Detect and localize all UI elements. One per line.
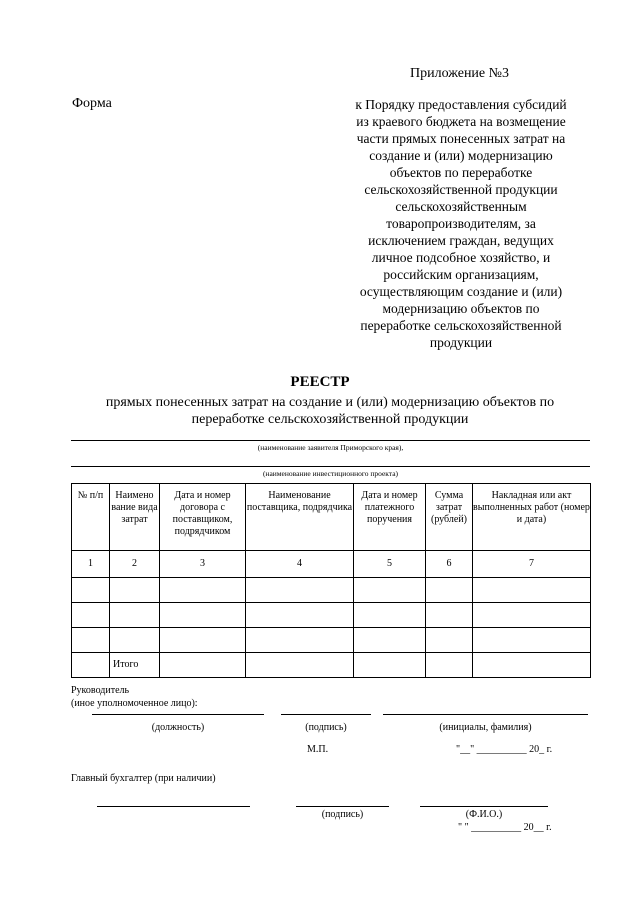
column-number: 5 xyxy=(354,551,426,578)
table-cell[interactable] xyxy=(354,578,426,603)
order-line: исключением граждан, ведущих xyxy=(368,233,554,248)
column-header: Наимено вание вида затрат xyxy=(110,484,160,551)
column-number: 2 xyxy=(110,551,160,578)
order-line: личное подсобное хозяйство, и xyxy=(371,250,551,265)
project-caption: (наименование инвестиционного проекта) xyxy=(262,469,399,478)
column-number: 3 xyxy=(160,551,246,578)
column-number-row xyxy=(72,551,591,578)
table-cell[interactable] xyxy=(354,653,426,678)
order-line: модернизацию объектов по xyxy=(382,301,540,316)
column-number: 6 xyxy=(426,551,473,578)
table-cell[interactable] xyxy=(426,628,473,653)
stamp-place: М.П. xyxy=(307,744,329,755)
order-line: из краевого бюджета на возмещение xyxy=(356,114,566,129)
signature-caption: (подпись) xyxy=(305,722,347,733)
register-title: РЕЕСТР xyxy=(290,374,350,390)
order-line: сельскохозяйственным xyxy=(395,199,527,214)
order-line: части прямых понесенных затрат на xyxy=(356,131,566,146)
signature-line[interactable] xyxy=(281,714,371,715)
table-row xyxy=(72,603,591,628)
table-cell[interactable] xyxy=(426,653,473,678)
column-header: Дата и номер договора с поставщиком, подрядчиком xyxy=(160,484,246,551)
accountant-position-line[interactable] xyxy=(97,806,250,807)
column-number: 1 xyxy=(72,551,110,578)
table-cell[interactable] xyxy=(160,578,246,603)
total-row xyxy=(72,653,591,678)
order-line: переработке сельскохозяйственной xyxy=(360,318,562,333)
order-line: объектов по переработке xyxy=(389,165,533,180)
table-cell[interactable] xyxy=(110,628,160,653)
order-line: сельскохозяйственной продукции xyxy=(364,182,558,197)
table-cell[interactable] xyxy=(160,628,246,653)
total-label: Итого xyxy=(110,653,160,678)
order-line: осуществляющим создание и (или) xyxy=(359,284,563,299)
head-label: Руководитель xyxy=(71,685,130,696)
column-header: Сумма затрат (рублей) xyxy=(426,484,473,551)
table-cell[interactable] xyxy=(354,603,426,628)
table-cell[interactable] xyxy=(426,603,473,628)
position-line[interactable] xyxy=(92,714,264,715)
applicant-name-line[interactable] xyxy=(71,440,590,441)
table-cell[interactable] xyxy=(473,653,591,678)
register-subtitle-line: переработке сельскохозяйственной продукции xyxy=(191,412,469,427)
name-caption: (инициалы, фамилия) xyxy=(439,722,532,733)
table-cell[interactable] xyxy=(246,653,354,678)
table-row xyxy=(72,578,591,603)
order-line: товаропроизводителям, за xyxy=(386,216,536,231)
table-row xyxy=(72,628,591,653)
appendix-number: Приложение №3 xyxy=(410,66,509,81)
table-header-row xyxy=(72,484,591,551)
column-number: 7 xyxy=(473,551,591,578)
column-number: 4 xyxy=(246,551,354,578)
table-cell[interactable] xyxy=(110,603,160,628)
table-cell[interactable] xyxy=(160,603,246,628)
accountant-name-line[interactable] xyxy=(420,806,548,807)
table-cell[interactable] xyxy=(72,578,110,603)
accountant-date-line[interactable]: " " __________ 20__ г. xyxy=(458,822,552,833)
table-cell[interactable] xyxy=(246,578,354,603)
accountant-signature-caption: (подпись) xyxy=(321,809,364,820)
date-line[interactable]: "__" __________ 20_ г. xyxy=(456,744,553,755)
position-caption: (должность) xyxy=(151,722,205,733)
table-cell[interactable] xyxy=(246,628,354,653)
table-cell[interactable] xyxy=(246,603,354,628)
order-line: к Порядку предоставления субсидий xyxy=(355,97,567,112)
table-cell[interactable] xyxy=(72,603,110,628)
table-cell[interactable] xyxy=(473,628,591,653)
table-cell[interactable] xyxy=(473,603,591,628)
column-header: Накладная или акт выполненных работ (номер и дата) xyxy=(473,484,591,551)
accountant-label: Главный бухгалтер (при наличии) xyxy=(71,773,216,784)
table-cell[interactable] xyxy=(110,578,160,603)
table-cell[interactable] xyxy=(160,653,246,678)
head-label-note: (иное уполномоченное лицо): xyxy=(71,698,198,709)
column-header: Дата и номер платежного поручения xyxy=(354,484,426,551)
table-cell xyxy=(72,653,110,678)
register-subtitle-line: прямых понесенных затрат на создание и (или) модернизацию объектов по xyxy=(105,395,555,410)
column-header: № п/п xyxy=(72,484,110,551)
table-cell[interactable] xyxy=(72,628,110,653)
column-header: Наименование поставщика, подрядчика xyxy=(246,484,354,551)
project-name-line[interactable] xyxy=(71,466,590,467)
register-subtitle xyxy=(80,394,580,428)
applicant-caption: (наименование заявителя Приморского края), xyxy=(257,443,404,452)
form-label: Форма xyxy=(72,96,112,111)
order-reference xyxy=(330,96,592,351)
table-cell[interactable] xyxy=(426,578,473,603)
register-table xyxy=(71,483,591,678)
order-line: создание и (или) модернизацию xyxy=(369,148,553,163)
order-line: российским организациям, xyxy=(383,267,539,282)
table-cell[interactable] xyxy=(354,628,426,653)
name-line[interactable] xyxy=(383,714,588,715)
table-cell[interactable] xyxy=(473,578,591,603)
accountant-signature-line[interactable] xyxy=(296,806,389,807)
accountant-name-caption: (Ф.И.О.) xyxy=(465,809,503,820)
order-line: продукции xyxy=(429,335,493,350)
